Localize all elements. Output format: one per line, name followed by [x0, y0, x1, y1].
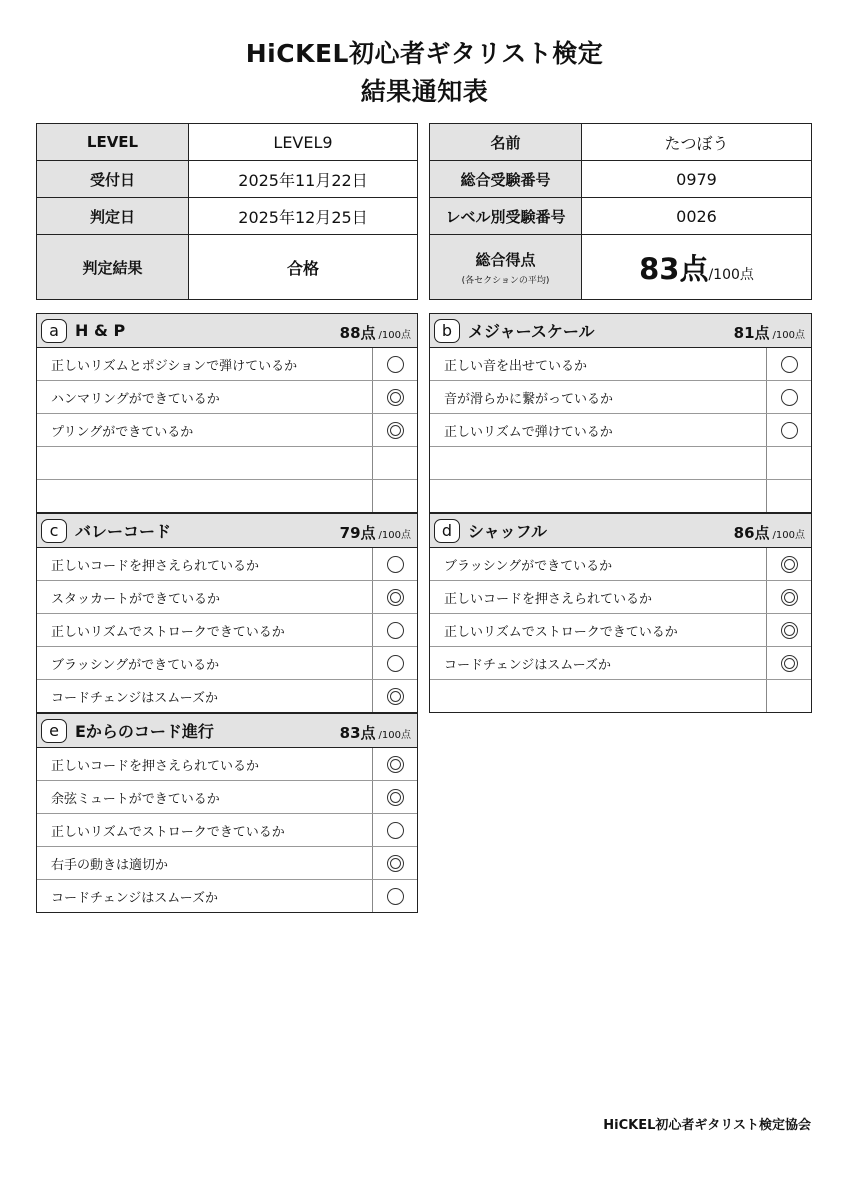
- double-circle-icon: [387, 789, 404, 806]
- page-title: HiCKEL初心者ギタリスト検定: [245, 39, 604, 68]
- section-title: Eからのコード進行: [75, 722, 214, 741]
- item-row: [430, 381, 811, 414]
- section-header: [430, 314, 811, 348]
- section-b: [429, 313, 812, 513]
- item-text: 正しい音を出せているか: [444, 358, 588, 374]
- item-row: [430, 348, 811, 381]
- item-row: [430, 614, 811, 647]
- total-score-note: (各セクションの平均): [461, 275, 550, 286]
- item-text: ハンマリングができているか: [51, 391, 220, 407]
- single-circle-icon: [387, 822, 404, 839]
- item-mark: [766, 381, 811, 413]
- item-row: [430, 647, 811, 680]
- double-circle-icon: [387, 855, 404, 872]
- double-circle-icon: [387, 756, 404, 773]
- received-date-value: 2025年11月22日: [189, 161, 418, 198]
- empty-row: [430, 447, 811, 480]
- item-text: 音が滑らかに繋がっているか: [444, 391, 614, 407]
- item-mark-empty: [766, 680, 811, 712]
- section-score-value: 79点: [339, 524, 376, 542]
- item-mark: [372, 614, 417, 646]
- section-score-value: 83点: [339, 724, 376, 742]
- item-row: [37, 381, 417, 414]
- section-d: [429, 513, 812, 713]
- item-mark-empty: [372, 447, 417, 479]
- item-mark: [766, 548, 811, 580]
- single-circle-icon: [387, 622, 404, 639]
- item-mark: [372, 814, 417, 846]
- name-value: たつぼう: [582, 124, 812, 161]
- item-text: 正しいリズムでストロークできているか: [444, 624, 678, 640]
- item-row: [37, 847, 417, 880]
- empty-row: [430, 680, 811, 713]
- section-letter: b: [434, 319, 460, 343]
- item-text-empty: [430, 480, 766, 512]
- item-mark: [766, 348, 811, 380]
- level-exam-number-label: レベル別受験番号: [430, 198, 582, 235]
- total-exam-number-label: 総合受験番号: [430, 161, 582, 198]
- item-text: コードチェンジはスムーズか: [51, 690, 218, 706]
- single-circle-icon: [781, 356, 798, 373]
- item-text: 正しいコードを押さえられているか: [444, 591, 653, 607]
- empty-row: [37, 480, 417, 513]
- item-row: [37, 748, 417, 781]
- judged-date-value: 2025年12月25日: [189, 198, 418, 235]
- item-row: [37, 680, 417, 713]
- section-letter: a: [41, 319, 67, 343]
- total-score-max: /100点: [708, 266, 754, 283]
- item-text: ブラッシングができているか: [444, 558, 613, 574]
- item-mark-empty: [766, 480, 811, 512]
- level-label: LEVEL: [37, 124, 189, 161]
- section-c: [36, 513, 418, 713]
- item-mark: [766, 581, 811, 613]
- item-row: [430, 414, 811, 447]
- double-circle-icon: [781, 589, 798, 606]
- section-score: [734, 522, 805, 543]
- item-text: 正しいリズムでストロークできているか: [51, 824, 285, 840]
- section-score: [340, 722, 411, 743]
- total-exam-number-value: 0979: [582, 161, 812, 198]
- item-row: [37, 548, 417, 581]
- item-text-empty: [430, 680, 766, 712]
- item-row: [37, 414, 417, 447]
- total-score-title: 総合得点: [475, 250, 536, 269]
- section-score: [734, 322, 805, 343]
- section-header: [37, 314, 417, 348]
- item-mark: [766, 614, 811, 646]
- section-score-value: 81点: [733, 324, 770, 342]
- section-score-max: /100点: [772, 330, 805, 341]
- item-text: 正しいコードを押さえられているか: [51, 558, 260, 574]
- double-circle-icon: [781, 622, 798, 639]
- item-mark: [766, 647, 811, 679]
- double-circle-icon: [387, 589, 404, 606]
- single-circle-icon: [387, 556, 404, 573]
- section-e: [36, 713, 418, 913]
- total-score-value-cell: [582, 235, 812, 300]
- single-circle-icon: [781, 389, 798, 406]
- level-exam-number-value: 0026: [582, 198, 812, 235]
- item-mark-empty: [766, 447, 811, 479]
- level-value: LEVEL9: [189, 124, 418, 161]
- section-letter: d: [434, 519, 460, 543]
- item-mark: [372, 381, 417, 413]
- section-header: [37, 714, 417, 748]
- name-label: 名前: [430, 124, 582, 161]
- double-circle-icon: [387, 389, 404, 406]
- section-title: バレーコード: [75, 522, 172, 541]
- item-text: ブラッシングができているか: [51, 657, 220, 673]
- section-letter: c: [41, 519, 67, 543]
- item-mark: [372, 781, 417, 813]
- empty-row: [37, 447, 417, 480]
- item-row: [37, 781, 417, 814]
- section-score: [340, 322, 411, 343]
- result-value: 合格: [189, 235, 418, 300]
- item-text: コードチェンジはスムーズか: [51, 890, 218, 906]
- total-score-label: [430, 235, 582, 300]
- double-circle-icon: [781, 655, 798, 672]
- item-text: 正しいリズムとポジションで弾けているか: [51, 358, 298, 374]
- item-text-empty: [37, 447, 372, 479]
- section-score-value: 88点: [339, 324, 376, 342]
- section-score-max: /100点: [772, 530, 805, 541]
- double-circle-icon: [781, 556, 798, 573]
- item-text: コードチェンジはスムーズか: [444, 657, 611, 673]
- item-mark: [766, 414, 811, 446]
- section-title: メジャースケール: [468, 322, 595, 341]
- item-mark: [372, 647, 417, 679]
- item-row: [430, 548, 811, 581]
- info-table-left: [36, 123, 418, 300]
- empty-row: [430, 480, 811, 513]
- info-table-right: [429, 123, 812, 300]
- section-a: [36, 313, 418, 513]
- section-score-max: /100点: [378, 330, 411, 341]
- footer-organization: HiCKEL初心者ギタリスト検定協会: [603, 1118, 811, 1133]
- section-score-value: 86点: [733, 524, 770, 542]
- item-mark: [372, 348, 417, 380]
- item-mark: [372, 581, 417, 613]
- section-header: [37, 514, 417, 548]
- double-circle-icon: [387, 688, 404, 705]
- item-row: [430, 581, 811, 614]
- judged-date-label: 判定日: [37, 198, 189, 235]
- item-text: スタッカートができているか: [51, 591, 221, 607]
- item-row: [37, 581, 417, 614]
- section-title: シャッフル: [468, 522, 548, 541]
- double-circle-icon: [387, 422, 404, 439]
- item-row: [37, 348, 417, 381]
- single-circle-icon: [781, 422, 798, 439]
- section-score-max: /100点: [378, 530, 411, 541]
- item-mark: [372, 748, 417, 780]
- item-mark-empty: [372, 480, 417, 512]
- item-text: 右手の動きは適切か: [51, 857, 169, 873]
- item-row: [37, 614, 417, 647]
- item-mark: [372, 680, 417, 712]
- item-row: [37, 880, 417, 913]
- item-text: 正しいコードを押さえられているか: [51, 758, 260, 774]
- total-score-value: 83点: [639, 251, 709, 286]
- item-text: 余弦ミュートができているか: [51, 791, 220, 807]
- section-letter: e: [41, 719, 67, 743]
- result-label: 判定結果: [37, 235, 189, 300]
- section-title: H & P: [75, 321, 126, 340]
- item-text: プリングができているか: [51, 424, 194, 440]
- section-score: [340, 522, 411, 543]
- item-row: [37, 814, 417, 847]
- single-circle-icon: [387, 655, 404, 672]
- item-text-empty: [37, 480, 372, 512]
- item-text-empty: [430, 447, 766, 479]
- section-score-max: /100点: [378, 730, 411, 741]
- received-date-label: 受付日: [37, 161, 189, 198]
- item-text: 正しいリズムでストロークできているか: [51, 624, 285, 640]
- item-row: [37, 647, 417, 680]
- section-header: [430, 514, 811, 548]
- item-mark: [372, 880, 417, 912]
- page-subtitle: 結果通知表: [360, 77, 489, 106]
- item-mark: [372, 548, 417, 580]
- item-mark: [372, 847, 417, 879]
- item-text: 正しいリズムで弾けているか: [444, 424, 613, 440]
- single-circle-icon: [387, 888, 404, 905]
- item-mark: [372, 414, 417, 446]
- single-circle-icon: [387, 356, 404, 373]
